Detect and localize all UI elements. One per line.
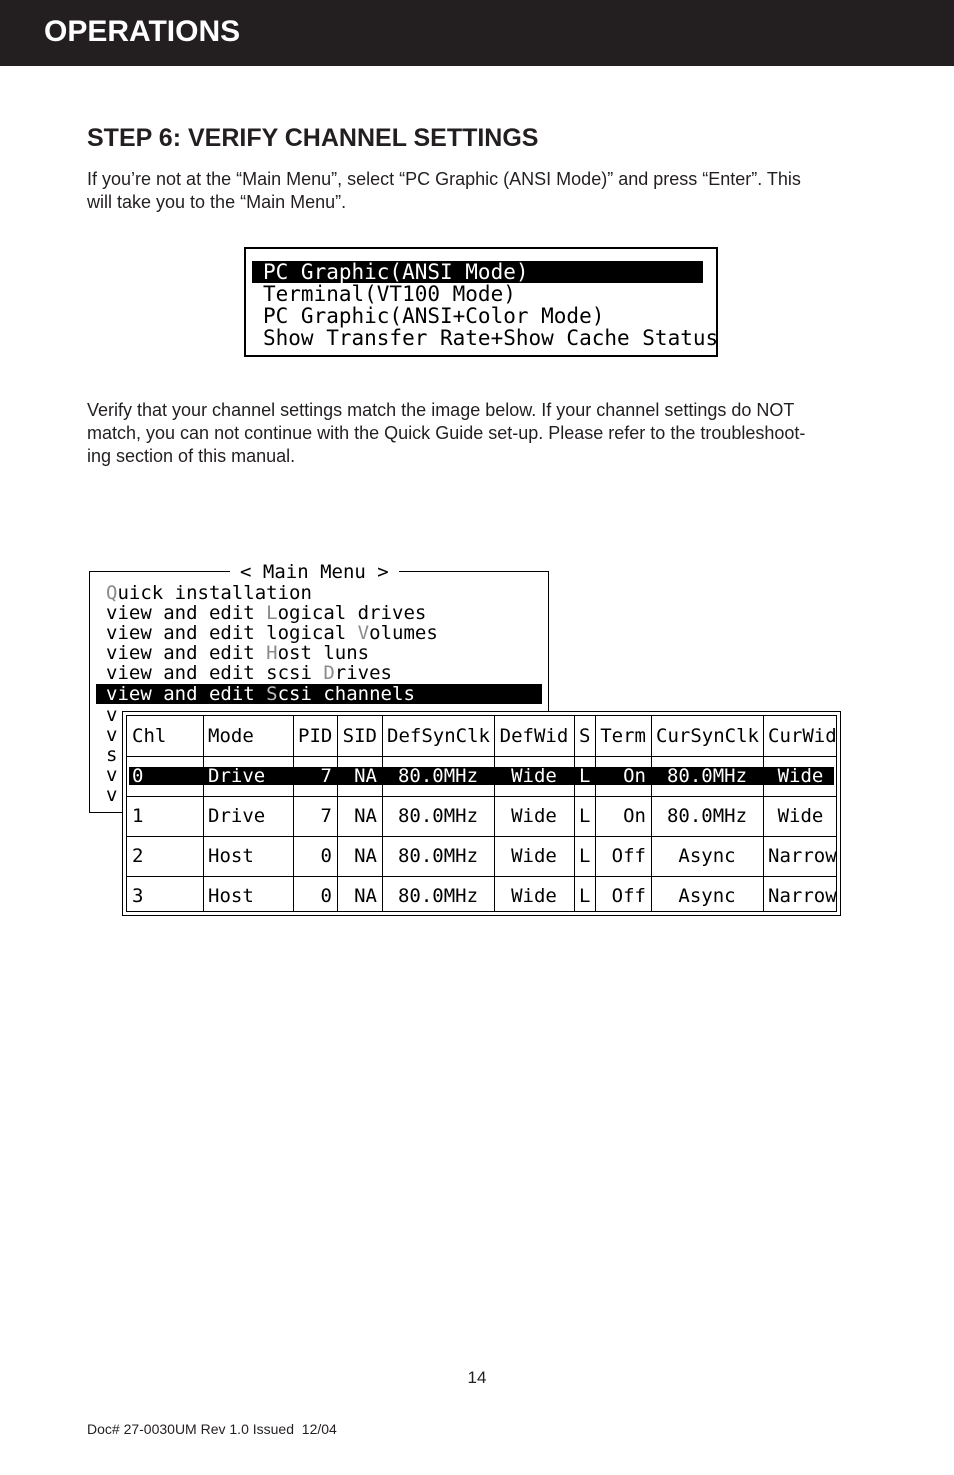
table-cell[interactable]: 2	[132, 845, 144, 867]
menu-item-text: ost luns	[277, 642, 370, 664]
main-menu-item-scsi-drives[interactable]	[96, 663, 392, 683]
page-number: 14	[467, 1368, 487, 1387]
table-cell[interactable]: Narrow	[768, 885, 837, 907]
table-cell[interactable]: 1	[132, 805, 144, 827]
menu-item-text: olumes	[369, 622, 438, 644]
table-cell[interactable]: Async	[678, 885, 736, 907]
hotkey-letter: H	[266, 642, 278, 664]
table-cell[interactable]: Wide	[777, 805, 824, 827]
menu-item-text: uick installation	[117, 582, 312, 604]
column-header: PID	[298, 725, 333, 747]
main-menu-item-partial[interactable]: v	[106, 784, 118, 806]
terminal-menu-item-selected[interactable]: PC Graphic(ANSI Mode)	[252, 261, 703, 283]
table-cell[interactable]: Wide	[511, 845, 557, 867]
column-header: Term	[600, 725, 646, 747]
table-cell[interactable]: 0	[320, 845, 332, 867]
main-menu-item-host-luns[interactable]	[96, 643, 369, 663]
menu-item-text: view and edit scsi	[106, 662, 324, 684]
main-menu-item-partial[interactable]: v	[106, 704, 118, 726]
table-cell[interactable]: L	[579, 805, 591, 827]
table-cell[interactable]: 0	[132, 765, 144, 787]
verify-line: Verify that your channel settings match the image below. If your channel settings do NOT	[87, 400, 795, 420]
section-title: OPERATIONS	[44, 15, 241, 48]
verify-line: ing section of this manual.	[87, 446, 296, 466]
main-menu-item-scsi-channels[interactable]	[96, 684, 542, 704]
main-menu-item-logical-drives[interactable]	[96, 603, 426, 623]
table-cell[interactable]: 80.0MHz	[397, 805, 479, 827]
menu-item-text: view and edit logical	[106, 622, 358, 644]
table-cell[interactable]: 80.0MHz	[397, 845, 479, 867]
table-cell[interactable]: NA	[354, 805, 377, 827]
intro-line: will take you to the “Main Menu”.	[87, 192, 347, 212]
column-header: CurSynClk	[656, 725, 759, 747]
menu-item-text: ogical drives	[277, 602, 427, 624]
table-cell[interactable]: Narrow	[768, 845, 837, 867]
main-menu-frame-bottom	[89, 812, 123, 813]
main-menu-item-partial[interactable]: s	[106, 744, 118, 766]
channel-settings-table	[122, 711, 841, 916]
terminal-menu-item[interactable]: PC Graphic(ANSI+Color Mode)	[263, 304, 605, 328]
table-cell[interactable]: Host	[208, 885, 254, 907]
intro-line: If you’re not at the “Main Menu”, select “PC Graphic (ANSI Mode)” and press “Enter”. This	[87, 169, 801, 189]
table-cell[interactable]: Wide	[511, 805, 557, 827]
table-cell[interactable]: L	[579, 885, 591, 907]
table-cell[interactable]: 3	[132, 885, 144, 907]
verify-paragraph	[87, 399, 877, 468]
table-cell[interactable]: Wide	[777, 765, 824, 787]
main-menu-title: < Main Menu >	[230, 562, 399, 582]
menu-item-text: rives	[334, 662, 392, 684]
hotkey-letter: L	[266, 602, 278, 624]
document-id: Doc# 27-0030UM Rev 1.0 Issued 12/04	[87, 1421, 337, 1437]
menu-item-text: view and edit	[106, 683, 267, 705]
table-cell[interactable]: Host	[208, 845, 254, 867]
hotkey-letter: D	[323, 662, 335, 684]
table-cell[interactable]: L	[579, 765, 591, 787]
table-cell[interactable]: On	[623, 805, 646, 827]
table-cell[interactable]: Drive	[208, 805, 266, 827]
column-header: CurWid	[768, 725, 837, 747]
table-cell[interactable]: L	[579, 845, 591, 867]
menu-item-text: view and edit	[106, 602, 267, 624]
verify-line: match, you can not continue with the Quick Guide set-up. Please refer to the troubleshoot-	[87, 423, 806, 443]
table-cell[interactable]: Off	[611, 845, 646, 867]
table-cell[interactable]: On	[623, 765, 646, 787]
table-cell[interactable]: Drive	[208, 765, 266, 787]
intro-paragraph	[87, 168, 877, 214]
column-header: Chl	[132, 725, 167, 747]
table-cell[interactable]: 80.0MHz	[666, 805, 748, 827]
menu-item-text: csi channels	[277, 683, 415, 705]
main-menu-item-partial[interactable]: v	[106, 724, 118, 746]
table-cell[interactable]: Wide	[511, 765, 557, 787]
table-cell[interactable]: Off	[611, 885, 646, 907]
table-cell[interactable]: NA	[354, 845, 377, 867]
terminal-menu-item[interactable]: Show Transfer Rate+Show Cache Status	[263, 326, 719, 350]
main-menu-item-logical-volumes[interactable]	[96, 623, 438, 643]
table-cell[interactable]: 80.0MHz	[397, 765, 479, 787]
terminal-mode-menu	[244, 247, 718, 357]
table-cell[interactable]: 0	[320, 885, 332, 907]
terminal-menu-item[interactable]: Terminal(VT100 Mode)	[263, 282, 516, 306]
table-cell[interactable]: 80.0MHz	[666, 765, 748, 787]
table-cell[interactable]: 7	[320, 765, 332, 787]
column-header: DefWid	[499, 725, 569, 747]
hotkey-letter: Q	[106, 582, 118, 604]
channel-table-grid	[126, 715, 837, 912]
main-menu-item-quick-installation[interactable]	[96, 583, 312, 603]
hotkey-letter: S	[266, 683, 278, 705]
table-cell[interactable]: NA	[354, 885, 377, 907]
column-header: SID	[342, 725, 377, 747]
table-cell[interactable]: NA	[354, 765, 377, 787]
column-header: Mode	[208, 725, 254, 747]
hotkey-letter: V	[357, 622, 370, 644]
column-header: DefSynClk	[387, 725, 490, 747]
table-cell[interactable]: Async	[678, 845, 736, 867]
table-cell[interactable]: 80.0MHz	[397, 885, 479, 907]
table-cell[interactable]: Wide	[511, 885, 557, 907]
table-cell[interactable]: 7	[320, 805, 332, 827]
column-header: S	[579, 725, 591, 747]
header-bar	[0, 0, 954, 66]
menu-item-text: view and edit	[106, 642, 267, 664]
main-menu-item-partial[interactable]: v	[106, 764, 118, 786]
step-heading: STEP 6: VERIFY CHANNEL SETTINGS	[87, 124, 539, 152]
